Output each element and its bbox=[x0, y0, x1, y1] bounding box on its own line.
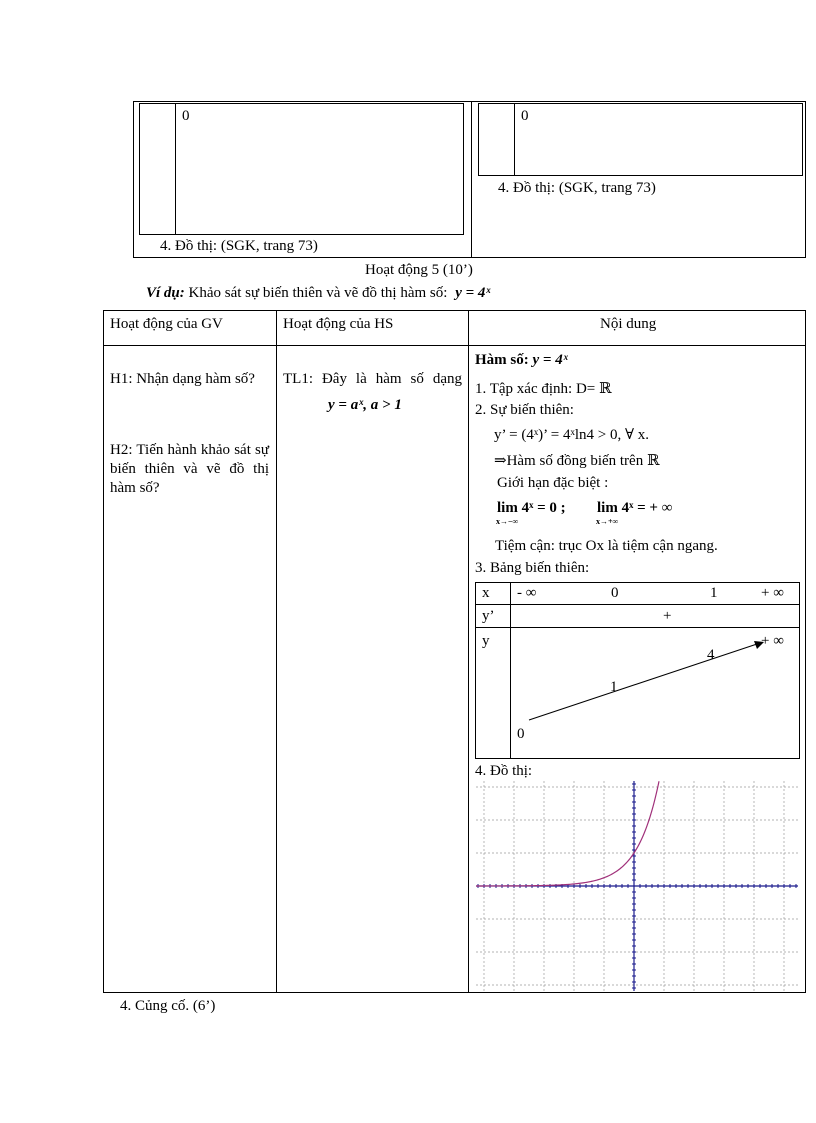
content-derivative: y’ = (4ˣ)’ = 4ˣln4 > 0, ∀ x. bbox=[494, 427, 650, 443]
top-left-graph-label: 4. Đồ thị: (SGK, trang 73) bbox=[160, 238, 318, 254]
content-domain: 1. Tập xác định: D= ℝ bbox=[475, 381, 612, 397]
top-right-inner-divider bbox=[514, 103, 515, 176]
top-right-graph-label: 4. Đồ thị: (SGK, trang 73) bbox=[498, 180, 656, 196]
variation-row-sep-1 bbox=[475, 604, 800, 605]
header-separator bbox=[103, 345, 806, 346]
variation-x-label: x bbox=[482, 585, 490, 601]
header-content: Nội dung bbox=[600, 316, 657, 332]
variation-y-zero: 0 bbox=[517, 726, 525, 742]
hs-answer-formula: y = aˣ, a > 1 bbox=[328, 397, 402, 413]
example-label: Ví dụ: bbox=[146, 285, 185, 301]
variation-y-four: 4 bbox=[707, 647, 715, 663]
top-left-zero: 0 bbox=[182, 108, 190, 124]
example-line bbox=[146, 286, 491, 301]
gv-question-2: H2: Tiến hành khảo sát sự biến thiên và vẽ đồ thị hàm số? bbox=[110, 442, 269, 496]
top-left-inner-divider bbox=[175, 103, 176, 235]
variation-arrow bbox=[510, 628, 800, 759]
content-graph-title: 4. Đồ thị: bbox=[475, 763, 533, 779]
variation-y-pos-inf: + ∞ bbox=[761, 633, 784, 649]
variation-x-neg-inf: - ∞ bbox=[517, 585, 537, 601]
hs-answer-1: TL1: Đây là hàm số dạng bbox=[283, 371, 462, 387]
content-limits-title: Giới hạn đặc biệt : bbox=[497, 475, 609, 491]
variation-x-zero: 0 bbox=[611, 585, 619, 601]
function-graph bbox=[476, 781, 798, 991]
gv-question-1: H1: Nhận dạng hàm số? bbox=[110, 371, 255, 387]
exponential-curve bbox=[476, 781, 659, 886]
header-hs: Hoạt động của HS bbox=[283, 316, 394, 332]
content-monotonic: ⇒Hàm số đồng biến trên ℝ bbox=[494, 453, 660, 469]
example-text: Khảo sát sự biến thiên và vẽ đồ thị hàm số: bbox=[188, 285, 448, 301]
content-variation-title: 2. Sự biến thiên: bbox=[475, 402, 574, 418]
col-divider-2 bbox=[468, 310, 469, 993]
content-table-title: 3. Bảng biến thiên: bbox=[475, 560, 590, 576]
content-func-line bbox=[475, 353, 568, 368]
content-limit-1-sub: x→−∞ bbox=[496, 517, 519, 526]
footer-consolidation: 4. Củng cố. (6’) bbox=[120, 998, 216, 1014]
content-func-label: Hàm số: bbox=[475, 352, 529, 368]
variation-dy-label: y’ bbox=[482, 608, 495, 624]
col-divider-1 bbox=[276, 310, 277, 993]
content-limit-2: lim 4ˣ = + ∞ bbox=[597, 500, 673, 516]
variation-y-label: y bbox=[482, 633, 490, 649]
variation-x-pos-inf: + ∞ bbox=[761, 585, 784, 601]
variation-x-one: 1 bbox=[710, 585, 718, 601]
variation-y-one: 1 bbox=[610, 679, 618, 695]
activity-title: Hoạt động 5 (10’) bbox=[365, 262, 473, 278]
header-gv: Hoạt động của GV bbox=[110, 316, 223, 332]
content-func-formula: y = 4ˣ bbox=[532, 352, 568, 368]
example-formula: y = 4ˣ bbox=[455, 285, 491, 301]
content-limit-2-sub: x→+∞ bbox=[596, 517, 619, 526]
top-right-zero: 0 bbox=[521, 108, 529, 124]
variation-dy-sign: + bbox=[663, 608, 672, 624]
content-limit-1: lim 4ˣ = 0 ; bbox=[497, 500, 566, 516]
content-asymptote: Tiệm cận: trục Ox là tiệm cận ngang. bbox=[495, 538, 718, 554]
